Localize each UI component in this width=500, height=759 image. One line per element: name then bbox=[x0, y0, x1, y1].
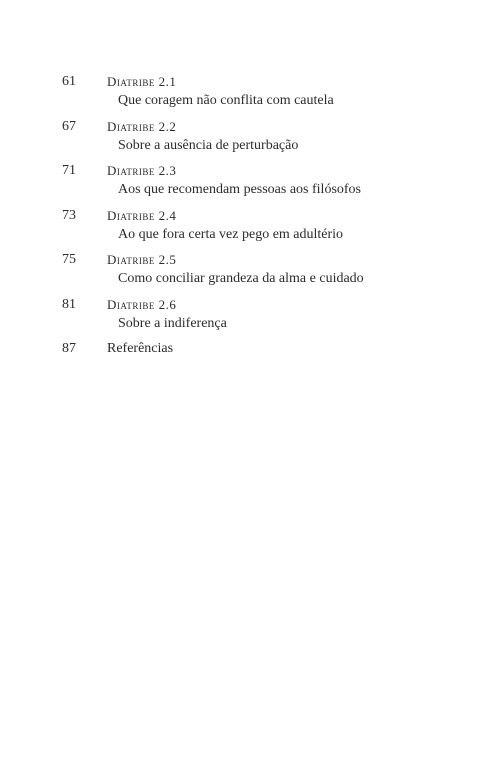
section-title: Aos que recomendam pessoas aos filósofos bbox=[118, 182, 362, 197]
section-title: Sobre a indiferença bbox=[118, 315, 227, 331]
section-title: Sobre a ausência de perturbação bbox=[118, 137, 299, 153]
page-number: 73 bbox=[62, 207, 76, 223]
toc-entry-referencias[interactable] bbox=[0, 339, 500, 384]
toc-entry-diatribe-2-1[interactable] bbox=[0, 72, 500, 117]
toc-entry-diatribe-2-4[interactable] bbox=[0, 206, 500, 251]
section-title: Que coragem não conflita com cautela bbox=[118, 93, 334, 108]
section-label: Diatribe 2.5 bbox=[107, 252, 177, 267]
table-of-contents bbox=[0, 72, 500, 384]
section-label: Diatribe 2.2 bbox=[107, 118, 177, 134]
page-number: 81 bbox=[62, 296, 76, 312]
toc-entry-diatribe-2-3[interactable] bbox=[0, 161, 500, 206]
section-label: Referências bbox=[107, 341, 174, 356]
section-label: Diatribe 2.6 bbox=[107, 296, 177, 312]
page-number: 67 bbox=[62, 118, 76, 134]
toc-entry-diatribe-2-5[interactable] bbox=[0, 250, 500, 295]
section-label: Diatribe 2.3 bbox=[107, 163, 177, 178]
page-number: 71 bbox=[62, 163, 76, 178]
toc-entry-diatribe-2-2[interactable] bbox=[0, 117, 500, 162]
page-number: 87 bbox=[62, 341, 76, 356]
page-number: 75 bbox=[62, 252, 76, 267]
page-number: 61 bbox=[62, 74, 76, 89]
section-title: Ao que fora certa vez pego em adultério bbox=[118, 226, 344, 242]
toc-entry-diatribe-2-6[interactable] bbox=[0, 295, 500, 340]
section-label: Diatribe 2.4 bbox=[107, 207, 177, 223]
section-label: Diatribe 2.1 bbox=[107, 74, 177, 89]
section-title: Como conciliar grandeza da alma e cuidado bbox=[118, 271, 364, 286]
